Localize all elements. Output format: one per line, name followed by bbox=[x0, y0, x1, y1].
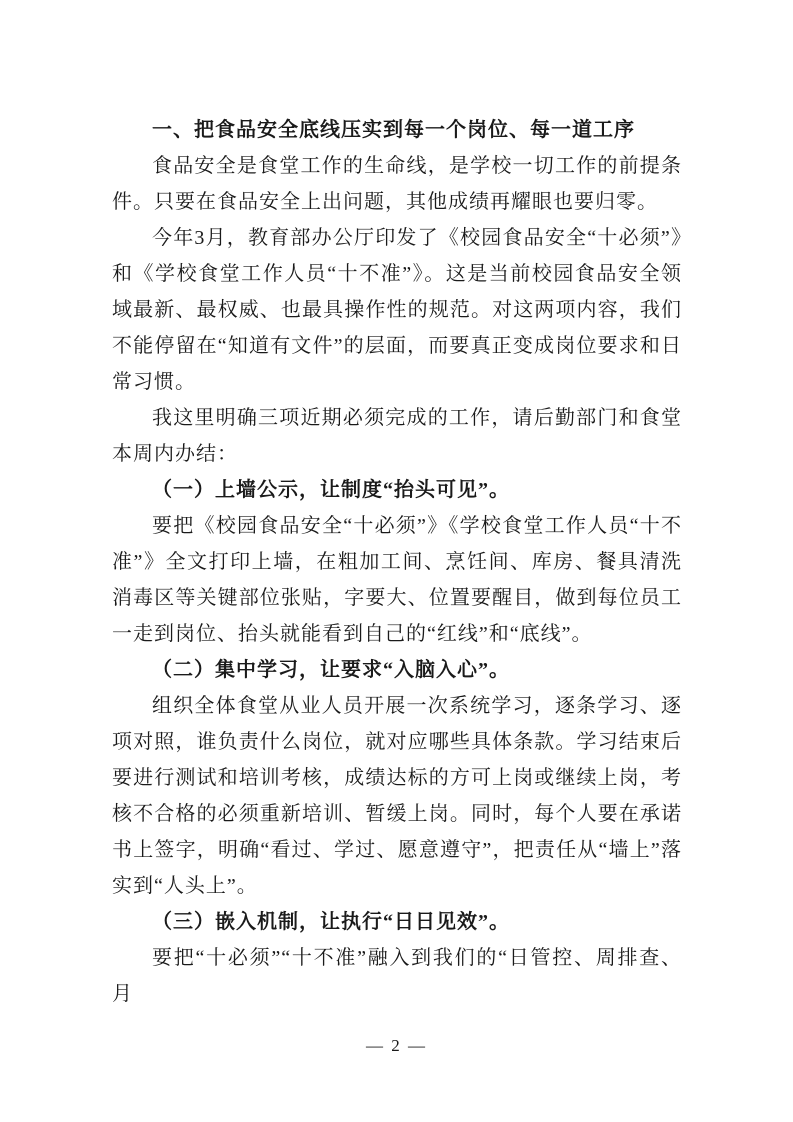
document-content bbox=[112, 112, 682, 1012]
paragraph-6: 要把“十必须”“十不准”融入到我们的“日管控、周排查、月 bbox=[112, 947, 682, 1005]
subsection-heading-3: （三）嵌入机制，让执行“日日见效”。 bbox=[152, 911, 510, 933]
paragraph-2: 今年3月，教育部办公厅印发了《校园食品安全“十必须”》和《学校食堂工作人员“十不准”》。这是当前校园食品安全领域最新、最权威、也最具操作性的规范。对这两项内容，我们不能停留在“知道有文件”的层面，而要真正变成岗位要求和日常习惯。 bbox=[112, 227, 682, 393]
paragraph-4: 要把《校园食品安全“十必须”》《学校食堂工作人员“十不准”》全文打印上墙，在粗加工间、烹饪间、库房、餐具清洗消毒区等关键部位张贴，字要大、位置要醒目，做到每位员工一走到岗位、抬头就能看到自己的“红线”和“底线”。 bbox=[112, 515, 682, 645]
subsection-heading-1: （一）上墙公示，让制度“抬头可见”。 bbox=[152, 479, 510, 501]
section-heading-1: 一、把食品安全底线压实到每一个岗位、每一道工序 bbox=[152, 119, 635, 141]
paragraph-1: 食品安全是食堂工作的生命线，是学校一切工作的前提条件。只要在食品安全上出问题，其他成绩再耀眼也要归零。 bbox=[112, 155, 682, 213]
subsection-heading-2: （二）集中学习，让要求“入脑入心”。 bbox=[152, 659, 510, 681]
page-number: — 2 — bbox=[366, 1036, 427, 1055]
paragraph-3: 我这里明确三项近期必须完成的工作，请后勤部门和食堂本周内办结： bbox=[112, 407, 682, 465]
paragraph-5: 组织全体食堂从业人员开展一次系统学习，逐条学习、逐项对照，谁负责什么岗位，就对应哪些具体条款。学习结束后要进行测试和培训考核，成绩达标的方可上岗或继续上岗，考核不合格的必须重新培训、暂缓上岗。同时，每个人要在承诺书上签字，明确“看过、学过、愿意遵守”，把责任从“墙上”落实到“人头上”。 bbox=[112, 695, 682, 897]
